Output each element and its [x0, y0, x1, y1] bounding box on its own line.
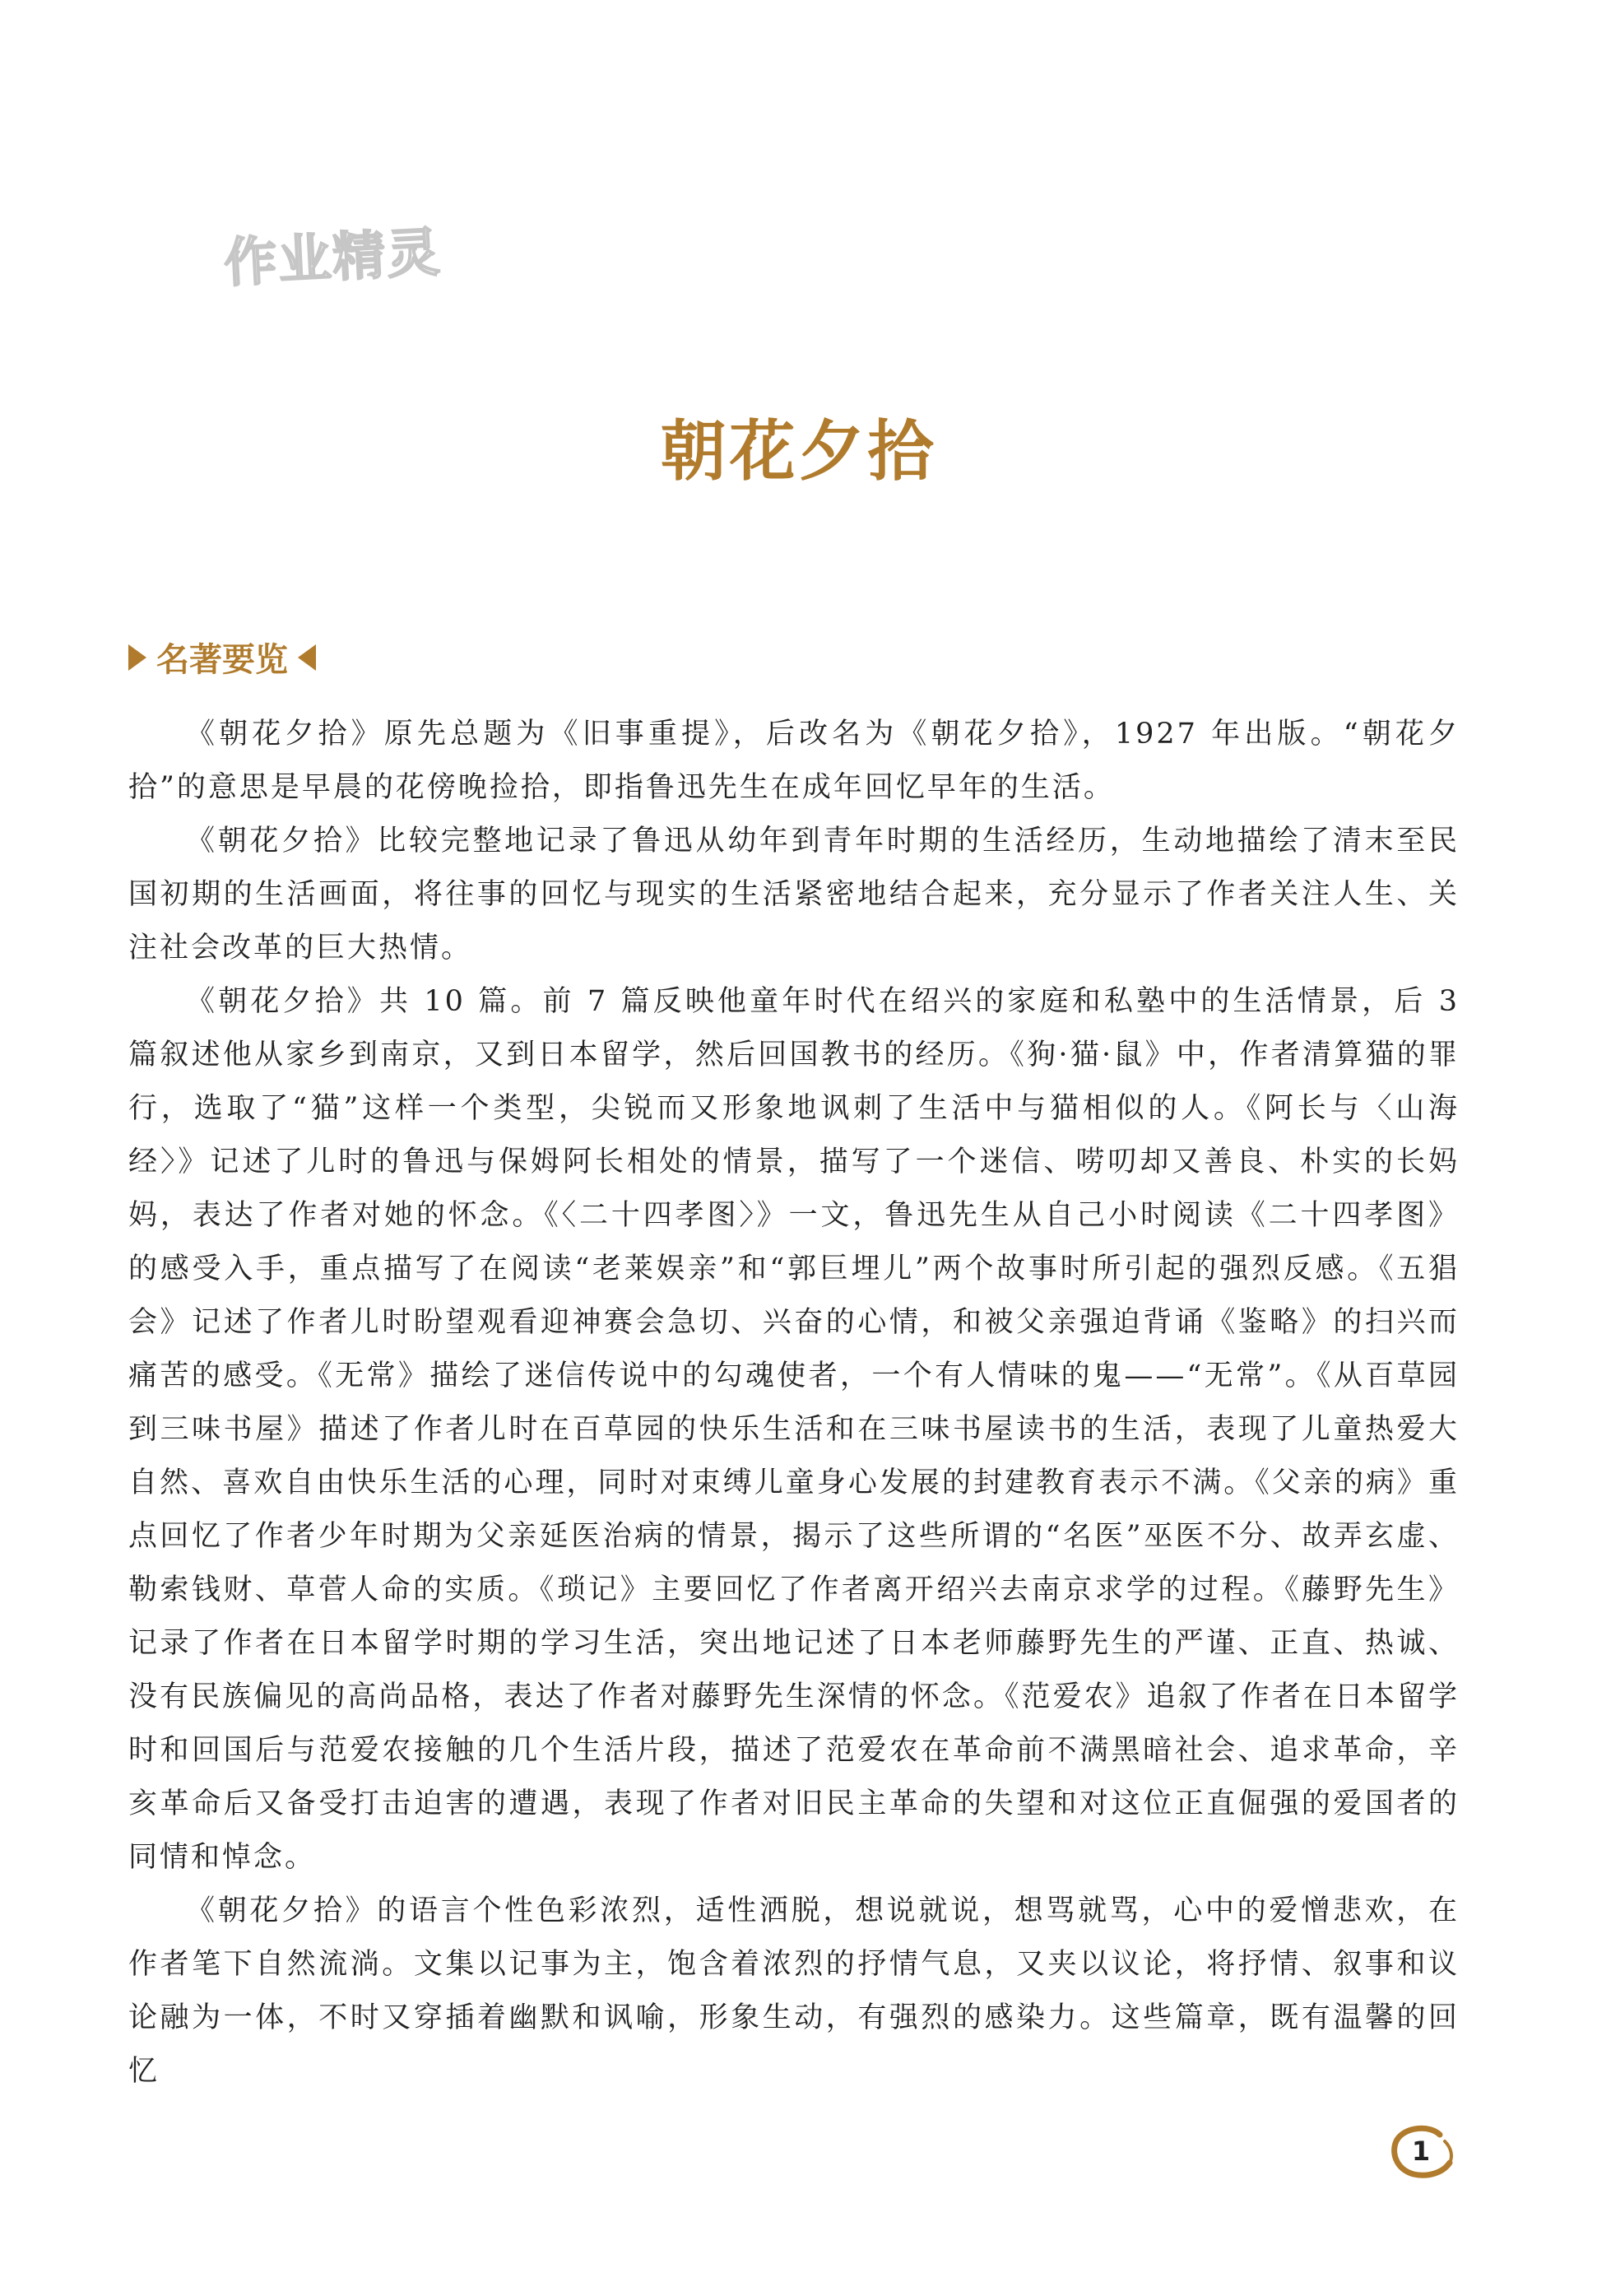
triangle-left-icon [298, 644, 316, 671]
paragraph: 《朝花夕拾》比较完整地记录了鲁迅从幼年到青年时期的生活经历，生动地描绘了清末至民国初期的生活画面，将往事的回忆与现实的生活紧密地结合起来，充分显示了作者关注人生、关注社会改革的巨大热情。 [128, 825, 1460, 964]
page-number-value: 1 [1411, 2136, 1431, 2167]
paragraph: 《朝花夕拾》原先总题为《旧事重提》，后改名为《朝花夕拾》，1927 年出版。“朝花夕拾”的意思是早晨的花傍晚捡拾，即指鲁迅先生在成年回忆早年的生活。 [128, 718, 1460, 804]
page-title: 朝花夕拾 [660, 411, 937, 490]
paragraph: 《朝花夕拾》共 10 篇。前 7 篇反映他童年时代在绍兴的家庭和私塾中的生活情景，后 3 篇叙述他从家乡到南京，又到日本留学，然后回国教书的经历。《狗·猫·鼠》中，作者清算猫的罪行，选取了“猫”这样一个类型，尖锐而又形象地讽刺了生活中与猫相似的人。《阿长与〈山海经〉》记述了儿时的鲁迅与保姆阿长相处的情景，描写了一个迷信、唠叨却又善良、朴实的长妈妈，表达了作者对她的怀念。《〈二十四孝图〉》一文，鲁迅先生从自己小时阅读《二十四孝图》的感受入手，重点描写了在阅读“老莱娱亲”和“郭巨埋儿”两个故事时所引起的强烈反感。《五猖会》记述了作者儿时盼望观看迎神赛会急切、兴奋的心情，和被父亲强迫背诵《鉴略》的扫兴而痛苦的感受。《无常》描绘了迷信传说中的勾魂使者，一个有人情味的鬼——“无常”。《从百草园到三味书屋》描述了作者儿时在百草园的快乐生活和在三味书屋读书的生活，表现了儿童热爱大自然、喜欢自由快乐生活的心理，同时对束缚儿童身心发展的封建教育表示不满。《父亲的病》重点回忆了作者少年时期为父亲延医治病的情景，揭示了这些所谓的“名医”巫医不分、故弄玄虚、勒索钱财、草菅人命的实质。《琐记》主要回忆了作者离开绍兴去南京求学的过程。《藤野先生》记录了作者在日本留学时期的学习生活，突出地记述了日本老师藤野先生的严谨、正直、热诚、没有民族偏见的高尚品格，表达了作者对藤野先生深情的怀念。《范爱农》追叙了作者在日本留学时和回国后与范爱农接触的几个生活片段，描述了范爱农在革命前不满黑暗社会、追求革命，辛亥革命后又备受打击迫害的遭遇，表现了作者对旧民主革命的失望和对这位正直倔强的爱国者的同情和悼念。 [128, 985, 1460, 1874]
triangle-right-icon [128, 644, 146, 671]
watermark-logo: 作业精灵 [222, 222, 443, 295]
paragraph: 《朝花夕拾》的语言个性色彩浓烈，适性洒脱，想说就说，想骂就骂，心中的爱憎悲欢，在作者笔下自然流淌。文集以记事为主，饱含着浓烈的抒情气息，又夹以议论，将抒情、叙事和议论融为一体，不时又穿插着幽默和讽喻，形象生动，有强烈的感染力。这些篇章，既有温馨的回忆 [128, 1894, 1460, 2088]
page-number [1390, 2123, 1458, 2179]
section-heading [128, 634, 316, 681]
section-heading-label: 名著要览 [156, 641, 288, 679]
body-text [128, 708, 1460, 2098]
